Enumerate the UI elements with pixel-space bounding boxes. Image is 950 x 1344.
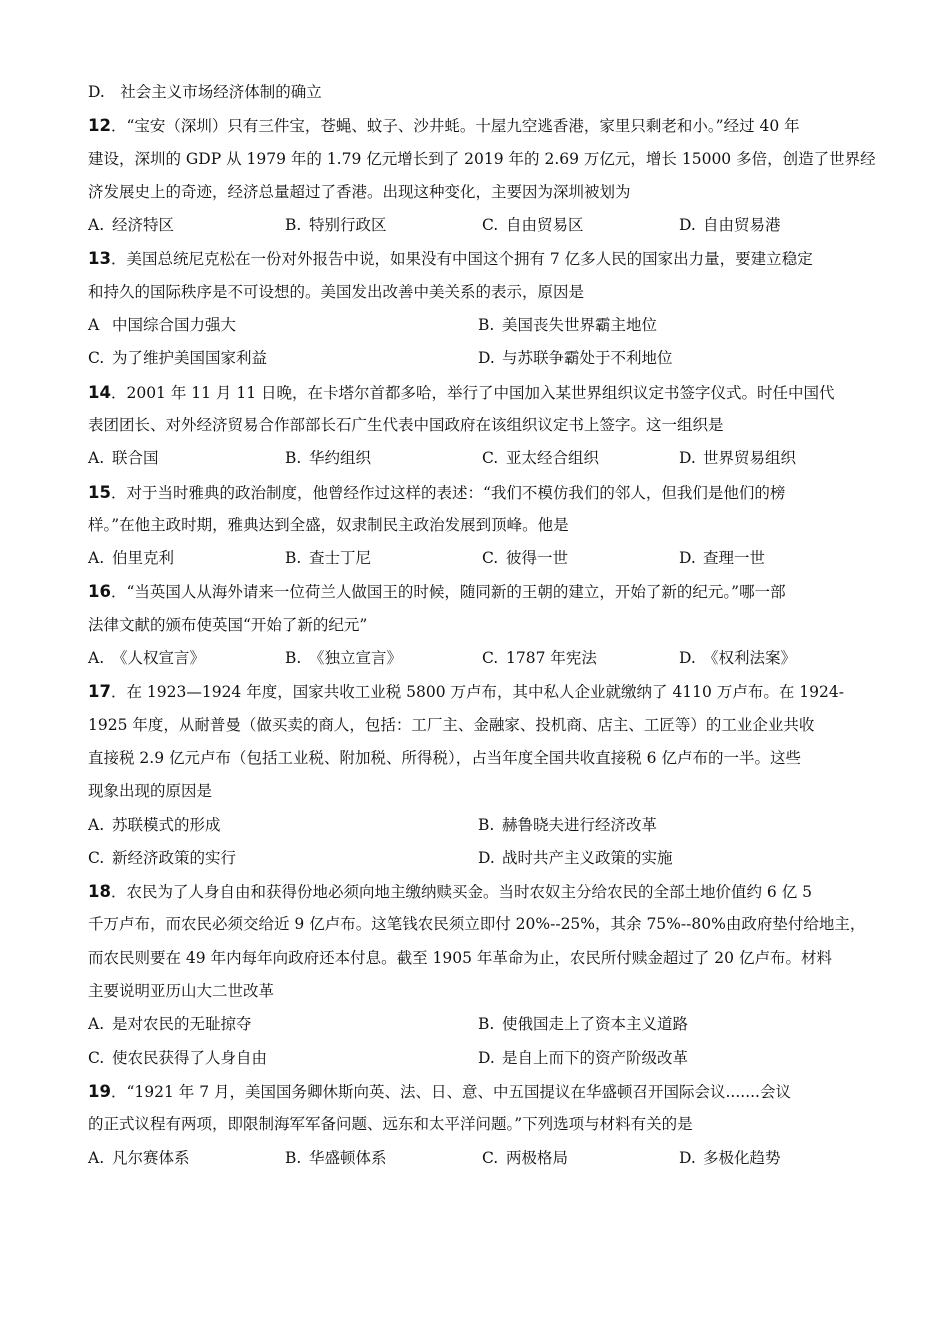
option-letter: D. xyxy=(679,649,696,668)
question-stem-line xyxy=(88,242,878,275)
option-a[interactable] xyxy=(88,442,285,475)
option-letter: D. xyxy=(478,1048,495,1067)
options-row xyxy=(88,809,878,842)
options-row xyxy=(88,1042,878,1075)
option-b[interactable] xyxy=(285,642,482,675)
option-text: 是对农民的无耻掠夺 xyxy=(112,1015,252,1034)
option-b[interactable] xyxy=(285,209,482,242)
question-stem-line xyxy=(88,376,878,409)
question-14 xyxy=(88,376,878,476)
option-letter: C. xyxy=(88,1048,105,1067)
question-text: ．“宝安（深圳）只有三件宝，苍蝇、蚊子、沙井蚝。十屋九空逃香港，家里只剩老和小。”经过 40 年 xyxy=(110,117,800,136)
question-text: ．对于当时雅典的政治制度，他曾经作过这样的表述：“我们不模仿我们的邻人，但我们是他们的榜 xyxy=(110,483,786,502)
question-18 xyxy=(88,875,878,1075)
option-c[interactable] xyxy=(482,642,679,675)
option-text: 查理一世 xyxy=(703,549,766,568)
option-letter: A. xyxy=(88,815,105,834)
question-stem-line: 济发展史上的奇迹，经济总量超过了香港。出现这种变化，主要因为深圳被划为 xyxy=(88,182,631,201)
option-text: 新经济政策的实行 xyxy=(112,848,237,867)
question-13 xyxy=(88,242,878,375)
option-text: 凡尔赛体系 xyxy=(112,1148,190,1167)
option-letter: B. xyxy=(285,216,302,235)
option-text: 为了维护美国国家利益 xyxy=(112,349,268,368)
option-c[interactable] xyxy=(88,842,478,875)
question-15 xyxy=(88,476,878,576)
question-stem-line xyxy=(88,109,878,142)
question-stem-line xyxy=(88,875,878,908)
option-letter: B. xyxy=(478,1015,495,1034)
question-19 xyxy=(88,1075,878,1175)
option-letter: A xyxy=(88,316,100,335)
question-stem-line: 而农民则要在 49 年内每年向政府还本付息。截至 1905 年革命为止，农民所付赎金超过了 20 亿卢布。材料 xyxy=(88,948,832,967)
option-letter: C. xyxy=(482,649,499,668)
option-letter: C. xyxy=(482,549,499,568)
option-letter: C. xyxy=(482,449,499,468)
question-stem-line xyxy=(88,1075,878,1108)
option-text: 与苏联争霸处于不利地位 xyxy=(502,349,673,368)
option-text: 自由贸易区 xyxy=(506,216,584,235)
option-letter: A. xyxy=(88,649,105,668)
question-text: ．美国总统尼克松在一份对外报告中说，如果没有中国这个拥有 7 亿多人民的国家出力量，要建立稳定 xyxy=(110,250,813,269)
option-letter: B. xyxy=(478,316,495,335)
option-text: 特别行政区 xyxy=(309,216,387,235)
option-d[interactable] xyxy=(679,209,876,242)
options-row xyxy=(88,342,878,375)
options-row xyxy=(88,842,878,875)
question-stem-line: 的正式议程有两项，即限制海军军备问题、远东和太平洋问题。”下列选项与材料有关的是 xyxy=(88,1115,693,1134)
option-letter: C. xyxy=(482,1148,499,1167)
question-stem-line: 表团团长、对外经济贸易合作部部长石广生代表中国政府在该组织议定书上签字。这一组织是 xyxy=(88,415,724,434)
option-text: 经济特区 xyxy=(112,216,175,235)
option-letter: D. xyxy=(679,449,696,468)
question-number: 17 xyxy=(88,682,111,702)
question-stem-line: 和持久的国际秩序是不可设想的。美国发出改善中美关系的表示，原因是 xyxy=(88,282,585,301)
option-b[interactable] xyxy=(285,542,482,575)
option-a[interactable] xyxy=(88,309,478,342)
exam-page xyxy=(88,76,878,1175)
option-text: 多极化趋势 xyxy=(703,1148,781,1167)
question-text: ．2001 年 11 月 11 日晚，在卡塔尔首都多哈，举行了中国加入某世界组织议定书签字仪式。时任中国代 xyxy=(110,383,835,402)
option-letter: D. xyxy=(679,216,696,235)
question-11-option-d: D. 社会主义市场经济体制的确立 xyxy=(88,83,322,101)
option-text: 伯里克利 xyxy=(112,549,175,568)
option-text: 1787 年宪法 xyxy=(506,649,597,668)
option-c[interactable] xyxy=(482,542,679,575)
option-text: 《权利法案》 xyxy=(703,649,797,668)
option-a[interactable] xyxy=(88,809,478,842)
option-letter: C. xyxy=(88,848,105,867)
option-a[interactable] xyxy=(88,1008,478,1041)
option-text: 世界贸易组织 xyxy=(703,449,797,468)
question-stem-line xyxy=(88,476,878,509)
question-stem-line: 现象出现的原因是 xyxy=(88,782,213,801)
option-letter: B. xyxy=(285,649,302,668)
option-d[interactable] xyxy=(679,442,876,475)
question-number: 12 xyxy=(88,116,111,136)
option-letter: B. xyxy=(285,549,302,568)
option-letter: C. xyxy=(482,216,499,235)
question-stem-line: 直接税 2.9 亿元卢布（包括工业税、附加税、所得税），占当年度全国共收直接税 6 亿卢布的一半。这些 xyxy=(88,748,801,767)
option-text: 联合国 xyxy=(112,449,159,468)
options-row xyxy=(88,542,878,575)
option-d[interactable] xyxy=(679,642,876,675)
option-d[interactable] xyxy=(679,1142,876,1175)
question-stem-line: 建设，深圳的 GDP 从 1979 年的 1.79 亿元增长到了 2019 年的 2.69 万亿元，增长 15000 多倍，创造了世界经 xyxy=(88,149,876,168)
option-letter: B. xyxy=(285,449,302,468)
option-a[interactable] xyxy=(88,542,285,575)
option-letter: D. xyxy=(679,1148,696,1167)
option-text: 美国丧失世界霸主地位 xyxy=(502,316,658,335)
options-row xyxy=(88,1008,878,1041)
option-a[interactable] xyxy=(88,209,285,242)
option-b[interactable] xyxy=(478,309,868,342)
question-16 xyxy=(88,575,878,675)
option-b[interactable] xyxy=(478,809,868,842)
option-a[interactable] xyxy=(88,642,285,675)
option-text: 使农民获得了人身自由 xyxy=(112,1048,268,1067)
option-text: 自由贸易港 xyxy=(703,216,781,235)
option-d[interactable] xyxy=(679,542,876,575)
question-number: 18 xyxy=(88,882,111,902)
question-text: ．“1921 年 7 月，美国国务卿休斯向英、法、日、意、中五国提议在华盛顿召开国际会议.......会议 xyxy=(110,1082,791,1101)
option-text: 查士丁尼 xyxy=(309,549,372,568)
option-letter: B. xyxy=(285,1148,302,1167)
question-number: 13 xyxy=(88,249,111,269)
option-c[interactable] xyxy=(482,1142,679,1175)
option-text: 战时共产主义政策的实施 xyxy=(502,848,673,867)
question-17 xyxy=(88,675,878,875)
option-c[interactable] xyxy=(482,442,679,475)
question-text: ．农民为了人身自由和获得份地必须向地主缴纳赎买金。当时农奴主分给农民的全部土地价值约 6 亿 5 xyxy=(110,883,812,902)
option-b[interactable] xyxy=(285,442,482,475)
option-letter: A. xyxy=(88,216,105,235)
question-number: 16 xyxy=(88,582,111,602)
question-stem-line: 千万卢布，而农民必须交给近 9 亿卢布。这笔钱农民须立即付 20%--25%，其余 75%--80%由政府垫付给地主， xyxy=(88,915,866,934)
options-row xyxy=(88,642,878,675)
option-b[interactable] xyxy=(285,1142,482,1175)
option-letter: B. xyxy=(478,815,495,834)
options-row xyxy=(88,442,878,475)
question-12 xyxy=(88,109,878,242)
options-row xyxy=(88,209,878,242)
option-c[interactable] xyxy=(88,1042,478,1075)
option-text: 赫鲁晓夫进行经济改革 xyxy=(502,815,658,834)
option-text: 中国综合国力强大 xyxy=(112,316,237,335)
option-letter: A. xyxy=(88,449,105,468)
question-text: ．在 1923—1924 年度，国家共收工业税 5800 万卢布，其中私人企业就缴纳了 4110 万卢布。在 1924- xyxy=(110,683,844,702)
option-d[interactable] xyxy=(478,1042,868,1075)
question-stem-line: 主要说明亚历山大二世改革 xyxy=(88,982,275,1001)
option-text: 《独立宣言》 xyxy=(309,649,403,668)
option-letter: A. xyxy=(88,1148,105,1167)
option-text: 华盛顿体系 xyxy=(309,1148,387,1167)
question-stem-line xyxy=(88,675,878,708)
option-text: 《人权宣言》 xyxy=(112,649,206,668)
option-letter: C. xyxy=(88,349,105,368)
option-d[interactable] xyxy=(478,342,868,375)
option-c[interactable] xyxy=(88,342,478,375)
option-text: 彼得一世 xyxy=(506,549,569,568)
question-stem-line: 1925 年度，从耐普曼（做买卖的商人，包括：工厂主、金融家、投机商、店主、工匠等）的工业企业共收 xyxy=(88,715,815,734)
option-b[interactable] xyxy=(478,1008,868,1041)
option-text: 苏联模式的形成 xyxy=(112,815,221,834)
option-d[interactable] xyxy=(478,842,868,875)
option-letter: D. xyxy=(478,349,495,368)
question-number: 15 xyxy=(88,482,111,502)
question-stem-line: 法律文献的颁布使英国“开始了新的纪元” xyxy=(88,615,368,634)
option-a[interactable] xyxy=(88,1142,285,1175)
options-row xyxy=(88,1142,878,1175)
question-text: ．“当英国人从海外请来一位荷兰人做国王的时候，随同新的王朝的建立，开始了新的纪元。”哪一部 xyxy=(110,583,786,602)
option-text: 是自上而下的资产阶级改革 xyxy=(502,1048,689,1067)
option-letter: A. xyxy=(88,549,105,568)
option-text: 两极格局 xyxy=(506,1148,569,1167)
question-stem-line xyxy=(88,575,878,608)
question-number: 14 xyxy=(88,382,111,402)
option-letter: D. xyxy=(478,848,495,867)
option-letter: D. xyxy=(679,549,696,568)
option-letter: A. xyxy=(88,1015,105,1034)
option-text: 亚太经合组织 xyxy=(506,449,600,468)
option-text: 使俄国走上了资本主义道路 xyxy=(502,1015,689,1034)
question-number: 19 xyxy=(88,1081,111,1101)
option-text: 华约组织 xyxy=(309,449,372,468)
question-stem-line: 样。”在他主政时期，雅典达到全盛，奴隶制民主政治发展到顶峰。他是 xyxy=(88,515,569,534)
option-c[interactable] xyxy=(482,209,679,242)
options-row xyxy=(88,309,878,342)
